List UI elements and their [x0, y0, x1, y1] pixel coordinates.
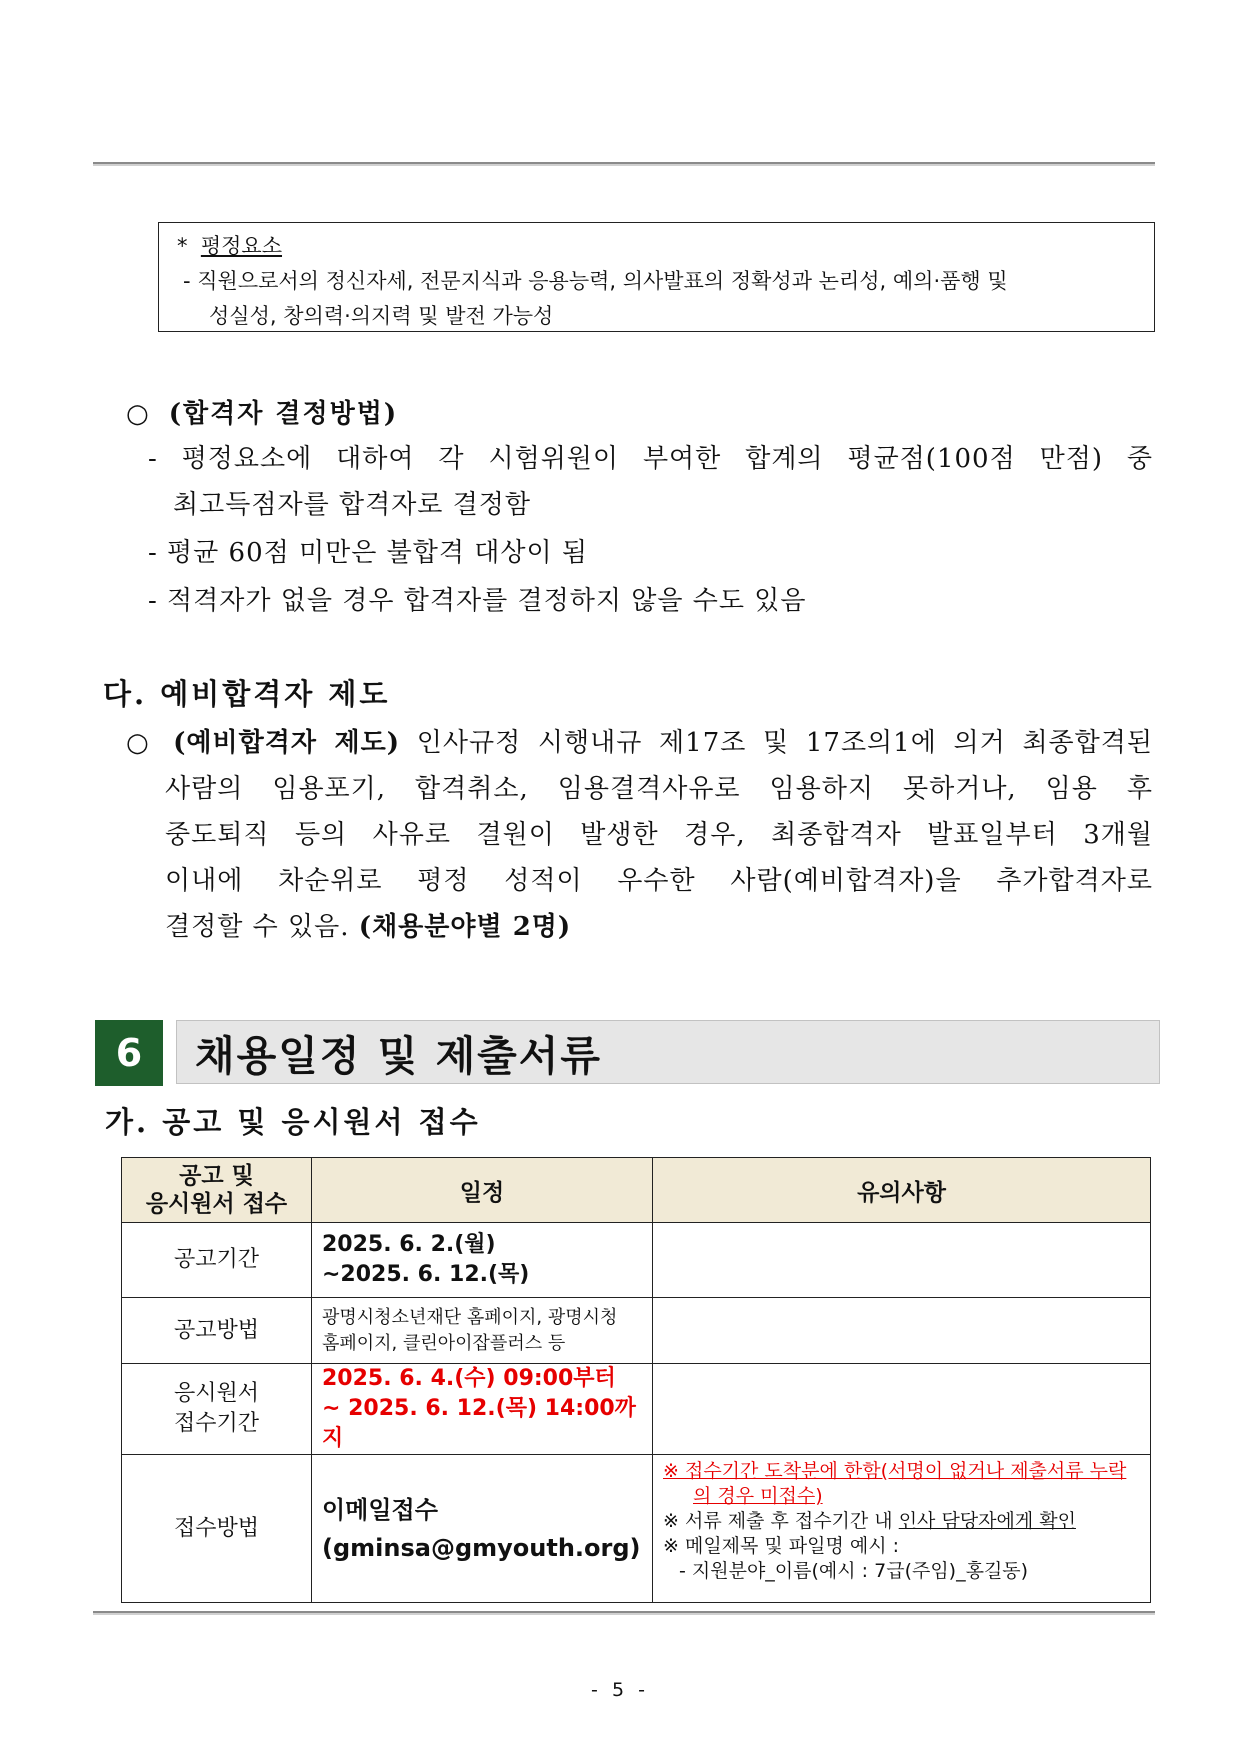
- section-d-line-5: 결정할 수 있음. (채용분야별 2명): [165, 912, 572, 942]
- table-row: [122, 1455, 1151, 1603]
- note-example: - 지원분야_이름(예시 : 7급(주임)_홍길동): [679, 1560, 1029, 1582]
- decision-line-3: - 적격자가 없을 경우 합격자를 결정하지 않을 수도 있음: [148, 586, 807, 616]
- section-d-line-3: 중도퇴직 등의 사유로 결원이 발생한 경우, 최종합격자 발표일부터 3개월: [165, 820, 1153, 850]
- page-number: - 5 -: [591, 1679, 649, 1701]
- header-notes: 유의사항: [653, 1158, 1151, 1223]
- email-address: (gminsa@gmyouth.org): [322, 1533, 641, 1562]
- circle-bullet-icon: ○: [126, 399, 149, 429]
- row-notes: [653, 1223, 1151, 1298]
- row-schedule: 2025. 6. 4.(수) 09:00부터 ~ 2025. 6. 12.(목) 14:00까지: [312, 1364, 653, 1455]
- header-schedule: 일정: [312, 1158, 653, 1223]
- criteria-line-2: 성실성, 창의력·의지력 및 발전 가능성: [209, 304, 554, 328]
- row-notes: [653, 1364, 1151, 1455]
- row-category: 접수방법: [122, 1455, 312, 1603]
- criteria-title-row: * 평정요소: [177, 234, 283, 258]
- criteria-title: 평정요소: [200, 234, 283, 258]
- criteria-line-1: - 직원으로서의 정신자세, 전문지식과 응용능력, 의사발표의 정확성과 논리성, 예의·품행 및: [183, 269, 1008, 293]
- decision-line-1a: - 평정요소에 대하여 각 시험위원이 부여한 합계의 평균점(100점 만점) 중: [148, 444, 1153, 474]
- table-header-row: [122, 1158, 1151, 1223]
- table-row: [122, 1298, 1151, 1364]
- section-number-badge: 6: [95, 1020, 163, 1086]
- subsection-heading: 가. 공고 및 응시원서 접수: [105, 1105, 481, 1139]
- note-mail-title: ※ 메일제목 및 파일명 예시 :: [663, 1535, 900, 1557]
- section-d-heading: 다. 예비합격자 제도: [103, 677, 391, 711]
- bottom-rule: [93, 1611, 1155, 1615]
- section-d-count: (채용분야별 2명): [358, 912, 572, 942]
- row-schedule: 광명시청소년재단 홈페이지, 광명시청 홈페이지, 클린아이잡플러스 등: [312, 1298, 653, 1364]
- header-category: 공고 및 응시원서 접수: [122, 1158, 312, 1223]
- row-notes: [653, 1298, 1151, 1364]
- row-schedule: 2025. 6. 2.(월) ~2025. 6. 12.(목): [312, 1223, 653, 1298]
- decision-heading: ○ (합격자 결정방법): [126, 399, 399, 429]
- decision-line-2: - 평균 60점 미만은 불합격 대상이 됨: [148, 538, 588, 568]
- top-rule: [93, 162, 1155, 166]
- row-category: 응시원서 접수기간: [122, 1364, 312, 1455]
- section-d-line-4: 이내에 차순위로 평정 성적이 우수한 사람(예비합격자)을 추가합격자로: [165, 866, 1153, 896]
- circle-bullet-icon: ○: [126, 728, 158, 758]
- section-d-line-1: ○ (예비합격자 제도) 인사규정 시행내규 제17조 및 17조의1에 의거 최종합격된: [126, 728, 1154, 758]
- section-d-label: (예비합격자 제도): [173, 728, 401, 758]
- row-schedule: 이메일접수 (gminsa@gmyouth.org): [312, 1455, 653, 1603]
- table-row: [122, 1364, 1151, 1455]
- table-row: [122, 1223, 1151, 1298]
- note-deadline: ※ 접수기간 도착분에 한함(서명이 없거나 제출서류 누락의 경우 미접수): [663, 1460, 1127, 1507]
- row-notes: [653, 1455, 1151, 1603]
- evaluation-criteria-box: [158, 222, 1155, 332]
- section-d-line-2: 사람의 임용포기, 합격취소, 임용결격사유로 임용하지 못하거나, 임용 후: [165, 774, 1153, 804]
- decision-line-1b: 최고득점자를 합격자로 결정함: [173, 490, 532, 520]
- row-category: 공고기간: [122, 1223, 312, 1298]
- schedule-table: [121, 1157, 1151, 1603]
- row-category: 공고방법: [122, 1298, 312, 1364]
- section-title: 채용일정 및 제출서류: [176, 1020, 1160, 1084]
- note-confirm: ※ 서류 제출 후 접수기간 내 인사 담당자에게 확인: [663, 1510, 1076, 1532]
